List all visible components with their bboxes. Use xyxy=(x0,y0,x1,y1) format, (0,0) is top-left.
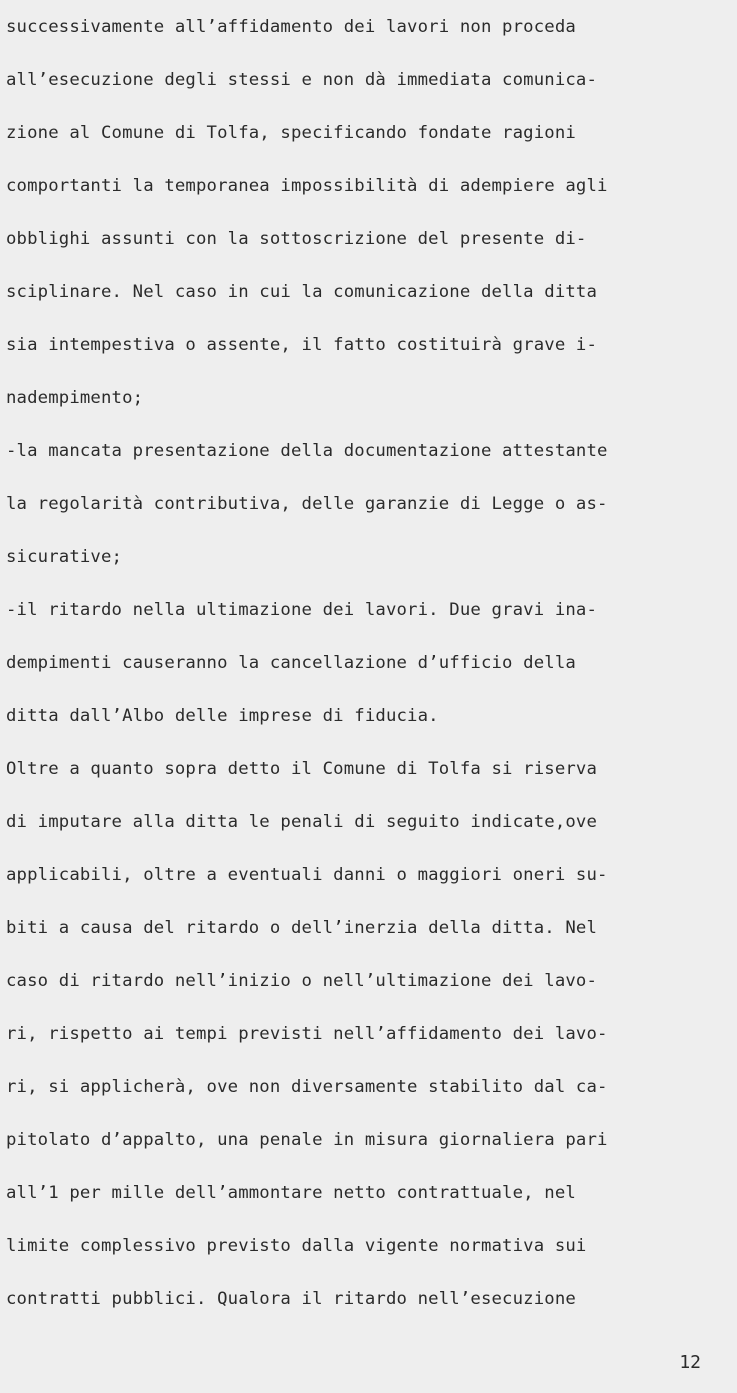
text-line: ri, rispetto ai tempi previsti nell’affidamento dei lavo- xyxy=(6,1024,608,1044)
text-line: biti a causa del ritardo o dell’inerzia della ditta. Nel xyxy=(6,918,598,938)
text-line: -la mancata presentazione della documentazione attestante xyxy=(6,441,608,461)
body-text xyxy=(6,9,731,1334)
text-line: all’1 per mille dell’ammontare netto contrattuale, nel xyxy=(6,1183,576,1203)
text-line: all’esecuzione degli stessi e non dà immediata comunica- xyxy=(6,70,598,90)
text-line: -il ritardo nella ultimazione dei lavori. Due gravi ina- xyxy=(6,600,598,620)
text-line: la regolarità contributiva, delle garanzie di Legge o as- xyxy=(6,494,608,514)
text-line: Oltre a quanto sopra detto il Comune di Tolfa si riserva xyxy=(6,759,598,779)
text-line: di imputare alla ditta le penali di seguito indicate,ove xyxy=(6,812,598,832)
text-line: comportanti la temporanea impossibilità di adempiere agli xyxy=(6,176,608,196)
text-line: ditta dall’Albo delle imprese di fiducia. xyxy=(6,706,439,726)
text-line: caso di ritardo nell’inizio o nell’ultimazione dei lavo- xyxy=(6,971,598,991)
text-line: obblighi assunti con la sottoscrizione del presente di- xyxy=(6,229,587,249)
text-line: nadempimento; xyxy=(6,388,144,408)
text-line: contratti pubblici. Qualora il ritardo nell’esecuzione xyxy=(6,1289,576,1309)
text-line: pitolato d’appalto, una penale in misura giornaliera pari xyxy=(6,1130,608,1150)
text-line: successivamente all’affidamento dei lavori non proceda xyxy=(6,17,576,37)
text-line: limite complessivo previsto dalla vigente normativa sui xyxy=(6,1236,587,1256)
text-line: ri, si applicherà, ove non diversamente stabilito dal ca- xyxy=(6,1077,608,1097)
text-line: dempimenti causeranno la cancellazione d’ufficio della xyxy=(6,653,576,673)
text-line: applicabili, oltre a eventuali danni o maggiori oneri su- xyxy=(6,865,608,885)
text-line: zione al Comune di Tolfa, specificando fondate ragioni xyxy=(6,123,576,143)
page-number: 12 xyxy=(679,1352,701,1373)
text-line: sciplinare. Nel caso in cui la comunicazione della ditta xyxy=(6,282,598,302)
text-line: sia intempestiva o assente, il fatto costituirà grave i- xyxy=(6,335,598,355)
text-line: sicurative; xyxy=(6,547,123,567)
